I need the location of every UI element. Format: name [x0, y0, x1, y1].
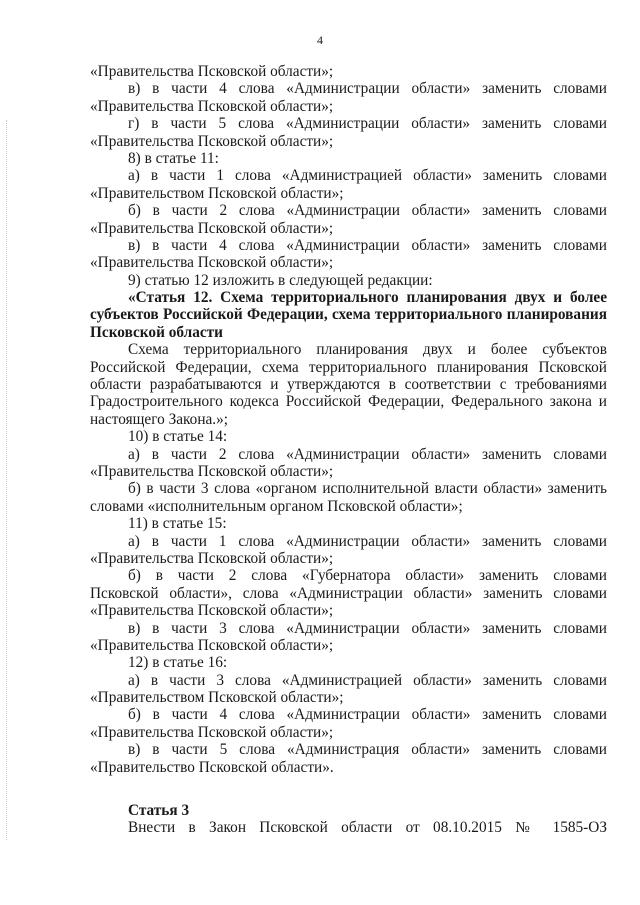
document-line: 8) в статье 11:: [128, 149, 219, 167]
document-line: «Правительства Псковской области»;: [90, 132, 334, 150]
document-line: «Правительства Псковской области»;: [90, 723, 334, 741]
page-number: 4: [317, 33, 323, 47]
document-line: 9) статью 12 изложить в следующей редакции:: [128, 271, 433, 289]
document-line: «Правительство Псковской области».: [90, 758, 334, 776]
document-line: б) в части 4 слова «Администрации области» заменить словами: [128, 706, 607, 724]
document-line: Градостроительного кодекса Российской Федерации, Федерального закона и: [90, 393, 607, 411]
document-line: области разрабатываются и утверждаются в соответствии с требованиями: [90, 376, 607, 394]
document-body: [90, 63, 607, 837]
document-line: «Правительства Псковской области»;: [90, 219, 334, 237]
document-line: в) в части 5 слова «Администрация области» заменить словами: [128, 741, 607, 759]
document-line: настоящего Закона.»;: [90, 410, 229, 428]
document-line: 10) в статье 14:: [128, 428, 228, 446]
document-line: а) в части 1 слова «Администрации области» заменить словами: [128, 532, 607, 550]
document-line: Статья 3: [128, 802, 190, 820]
document-line: б) в части 3 слова «органом исполнительной власти области» заменить: [128, 480, 607, 498]
document-line: а) в части 1 слова «Администрацией области» заменить словами: [128, 167, 607, 185]
document-line: Российской Федерации, схема территориального планирования Псковской: [90, 358, 607, 376]
document-line: «Правительства Псковской области»;: [90, 97, 334, 115]
document-line: в) в части 3 слова «Администрации области» заменить словами: [128, 619, 607, 637]
document-line: «Правительством Псковской области»;: [90, 184, 344, 202]
document-line: 11) в статье 15:: [128, 515, 227, 533]
document-line: «Правительством Псковской области»;: [90, 689, 344, 707]
document-line: «Правительства Псковской области»;: [90, 462, 334, 480]
document-line: б) в части 2 слова «Губернатора области» заменить словами: [128, 567, 607, 585]
document-line: субъектов Российской Федерации, схема территориального планирования: [90, 306, 607, 324]
document-line: «Правительства Псковской области»;: [90, 549, 334, 567]
document-line: г) в части 5 слова «Администрации области» заменить словами: [128, 115, 607, 133]
document-line: Внести в Закон Псковской области от 08.10.2015 № 1585-ОЗ: [128, 819, 607, 837]
document-line: Схема территориального планирования двух и более субъектов: [128, 341, 607, 359]
paragraph-gap: [90, 776, 607, 802]
document-line: в) в части 4 слова «Администрации области» заменить словами: [128, 80, 607, 98]
document-line: «Правительства Псковской области»;: [90, 63, 334, 80]
document-line: 12) в статье 16:: [128, 654, 228, 672]
document-line: «Правительства Псковской области»;: [90, 636, 334, 654]
scan-margin-dots: [6, 120, 8, 840]
document-line: а) в части 2 слова «Администрации области» заменить словами: [128, 445, 607, 463]
document-line: «Статья 12. Схема территориального планирования двух и более: [128, 289, 607, 307]
document-line: в) в части 4 слова «Администрации области» заменить словами: [128, 236, 607, 254]
document-line: словами «исполнительным органом Псковской области»;: [90, 497, 463, 515]
document-line: а) в части 3 слова «Администрацией области» заменить словами: [128, 671, 607, 689]
document-line: «Правительства Псковской области»;: [90, 254, 334, 272]
document-line: б) в части 2 слова «Администрации области» заменить словами: [128, 202, 607, 220]
document-line: Псковской области: [90, 323, 223, 341]
document-line: Псковской области», слова «Администрации области» заменить словами: [90, 584, 607, 602]
document-line: «Правительства Псковской области»;: [90, 602, 334, 620]
